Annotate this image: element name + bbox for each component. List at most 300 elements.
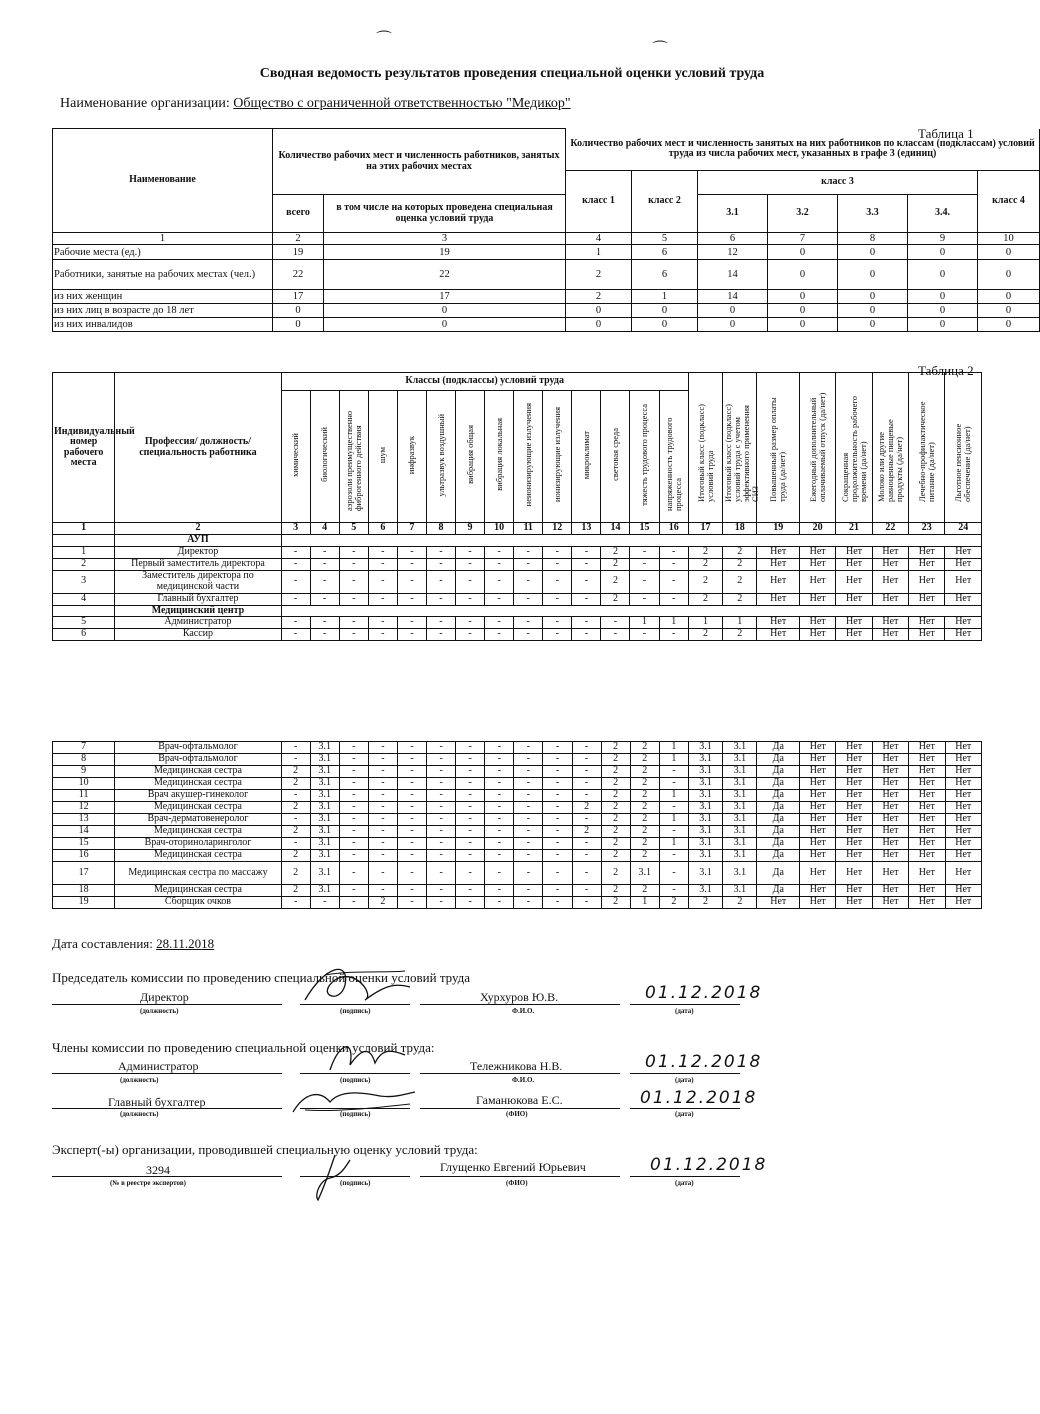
- t2-row: [53, 802, 982, 814]
- t2-cell: -: [281, 558, 310, 570]
- t2-cell: -: [456, 790, 485, 802]
- t2-cell: -: [659, 850, 688, 862]
- t2-cell: -: [514, 766, 543, 778]
- t2-cell: -: [310, 558, 339, 570]
- t2-cell: -: [368, 850, 397, 862]
- t2-cell: -: [630, 558, 659, 570]
- t2-cell: 2: [630, 826, 659, 838]
- t2-cell: Да: [757, 885, 800, 897]
- t2-cell: -: [368, 778, 397, 790]
- t2-cell: -: [543, 802, 572, 814]
- cap-fio-3: (ФИО): [506, 1110, 528, 1118]
- t1-cell: 0: [324, 304, 566, 318]
- t2-cell: -: [427, 850, 456, 862]
- t2-row-profession: Врач акушер-гинеколог: [115, 790, 281, 802]
- t2-cell: -: [514, 862, 543, 885]
- t2-header-factor: [601, 391, 630, 523]
- chair-signature-icon: [295, 955, 415, 1015]
- expert-fio: Глущенко Евгений Юрьевич: [440, 1160, 586, 1174]
- t2-header-extra: [688, 373, 722, 523]
- t2-row: [53, 897, 982, 909]
- t2-colnum: 4: [310, 523, 339, 535]
- t2-cell: Нет: [836, 766, 872, 778]
- t2-header-factor: [397, 391, 426, 523]
- t2-cell: 1: [659, 814, 688, 826]
- t2-cell: Нет: [945, 629, 982, 641]
- t2-cell: 3.1: [723, 754, 757, 766]
- t2-cell: Да: [757, 778, 800, 790]
- t2-header-extra-label: Итоговый класс (подкласс) условий труда: [695, 403, 715, 502]
- t2-cell: -: [456, 570, 485, 593]
- t2-row-num: 17: [53, 862, 115, 885]
- t1-cell: 0: [838, 245, 908, 260]
- t2-row-profession: Медицинская сестра: [115, 850, 281, 862]
- t2-cell: Да: [757, 838, 800, 850]
- cap-date-1: (дата): [675, 1007, 694, 1015]
- t2-cell: -: [310, 546, 339, 558]
- cap-sign-1: (подпись): [340, 1007, 371, 1015]
- t2-cell: Нет: [836, 546, 872, 558]
- t2-cell: -: [514, 546, 543, 558]
- scan-mark-left: ⌒: [376, 31, 393, 48]
- t2-header-factor-label: шум: [377, 446, 388, 463]
- t2-cell: Нет: [909, 826, 945, 838]
- cap-sign-3: (подпись): [340, 1110, 371, 1118]
- t2-cell: -: [572, 838, 601, 850]
- t2-cell: -: [456, 742, 485, 754]
- t2-cell: -: [572, 546, 601, 558]
- t2-cell: -: [514, 826, 543, 838]
- t2-header-factor-label: ионизирующие излучения: [551, 407, 562, 503]
- t2-cell: 2: [281, 766, 310, 778]
- t1-cell: 0: [273, 304, 324, 318]
- t2-cell: Нет: [945, 593, 982, 605]
- t2-cell: 3.1: [688, 766, 722, 778]
- t2-cell: -: [397, 850, 426, 862]
- t2-cell: -: [397, 885, 426, 897]
- t1-cell: 19: [273, 245, 324, 260]
- t2-cell: Нет: [945, 546, 982, 558]
- t1-cell: 2: [566, 290, 632, 304]
- cap-date-2: (дата): [675, 1076, 694, 1084]
- t2-cell: -: [543, 617, 572, 629]
- t2-cell: -: [630, 593, 659, 605]
- t2-cell: Нет: [836, 742, 872, 754]
- t2-cell: Нет: [836, 838, 872, 850]
- t1-cell: 22: [324, 260, 566, 290]
- t2-row-num: 3: [53, 570, 115, 593]
- t1-cell: 0: [698, 318, 768, 332]
- t1-cell: 0: [768, 318, 838, 332]
- t2-header-extra: [799, 373, 835, 523]
- t1-cell: 0: [324, 318, 566, 332]
- t2-cell: -: [310, 593, 339, 605]
- t2-cell: 3.1: [310, 838, 339, 850]
- t2-cell: Нет: [909, 742, 945, 754]
- t2-cell: -: [397, 814, 426, 826]
- t2-cell: -: [397, 826, 426, 838]
- t2-colnum: 12: [543, 523, 572, 535]
- date-label: Дата составления:: [52, 936, 153, 951]
- t2-row: [53, 742, 982, 754]
- t2-row-num: 9: [53, 766, 115, 778]
- t2-cell: -: [514, 838, 543, 850]
- t2-cell: -: [339, 897, 368, 909]
- t2-cell: 2: [368, 897, 397, 909]
- t2-row-num: 5: [53, 617, 115, 629]
- t2-cell: Нет: [800, 814, 836, 826]
- t1-row-name: Рабочие места (ед.): [53, 245, 273, 260]
- t1-cell: 0: [566, 304, 632, 318]
- t2-cell: -: [543, 558, 572, 570]
- t1-row: [53, 304, 1040, 318]
- t2-cell: -: [456, 862, 485, 885]
- t2-header-factor: [514, 391, 543, 523]
- t1-cell: 0: [768, 290, 838, 304]
- member1-date: 01.12.2018: [645, 1052, 763, 1072]
- t2-cell: -: [427, 766, 456, 778]
- t2-cell: -: [543, 850, 572, 862]
- t2-cell: -: [456, 885, 485, 897]
- t2-cell: Нет: [836, 862, 872, 885]
- t1-colnum: 8: [838, 233, 908, 245]
- t2-cell: 2: [630, 742, 659, 754]
- t2-row-num: 19: [53, 897, 115, 909]
- t2-cell: Да: [757, 742, 800, 754]
- t2-cell: -: [456, 617, 485, 629]
- t2-cell: -: [368, 838, 397, 850]
- t2-cell: 2: [630, 766, 659, 778]
- t2-cell: -: [339, 802, 368, 814]
- t1-header-3-1: 3.1: [698, 195, 768, 233]
- t2-cell: 3.1: [723, 766, 757, 778]
- t2-cell: -: [456, 593, 485, 605]
- member1-signature-icon: [320, 1035, 410, 1080]
- t2-cell: 2: [601, 754, 630, 766]
- t2-cell: Нет: [800, 742, 836, 754]
- t2-cell: Нет: [800, 778, 836, 790]
- expert-label: Эксперт(-ы) организации, проводившей специальную оценку условий труда:: [52, 1142, 478, 1157]
- t2-cell: -: [397, 802, 426, 814]
- t2-cell: Нет: [799, 593, 835, 605]
- t2-cell: -: [456, 826, 485, 838]
- t2-row: [53, 778, 982, 790]
- t2-cell: -: [572, 850, 601, 862]
- t2-cell: -: [456, 802, 485, 814]
- t2-cell: Нет: [909, 790, 945, 802]
- t2-colnum: 24: [945, 523, 982, 535]
- t2-cell: -: [281, 546, 310, 558]
- t2-cell: -: [485, 802, 514, 814]
- t2-cell: -: [514, 754, 543, 766]
- t2-cell: -: [281, 790, 310, 802]
- t1-header-count: Количество рабочих мест и численность работников, занятых на этих рабочих местах: [273, 129, 566, 195]
- t2-cell: -: [543, 814, 572, 826]
- member2-signature-icon: [285, 1082, 420, 1122]
- t1-header-classes: Количество рабочих мест и численность занятых на них работников по классам (подклассам) условий труда из числа рабочих мест, указанных в графе 3 (единиц): [566, 129, 1040, 171]
- t2-cell: -: [397, 766, 426, 778]
- member1-fio: Тележникова Н.В.: [470, 1059, 563, 1073]
- t2-cell: 2: [572, 826, 601, 838]
- t2-cell: 3.1: [310, 790, 339, 802]
- t2-row: [53, 862, 982, 885]
- t2-cell: -: [368, 558, 397, 570]
- t2-cell: -: [601, 629, 630, 641]
- t2-cell: Нет: [872, 838, 908, 850]
- t2-row: [53, 617, 982, 629]
- t2-colnum: 9: [456, 523, 485, 535]
- t2-cell: Нет: [872, 802, 908, 814]
- t2-cell: 2: [688, 629, 722, 641]
- t2-cell: Нет: [872, 814, 908, 826]
- t1-colnum: 9: [908, 233, 978, 245]
- t2-cell: -: [339, 593, 368, 605]
- t2-cell: Да: [757, 862, 800, 885]
- t2-cell: 2: [659, 897, 688, 909]
- t2-cell: -: [630, 546, 659, 558]
- t2-cell: Нет: [945, 814, 982, 826]
- t2-cell: -: [456, 778, 485, 790]
- t2-cell: -: [368, 593, 397, 605]
- t2-cell: -: [543, 790, 572, 802]
- t2-cell: -: [543, 593, 572, 605]
- t2-cell: Нет: [909, 593, 945, 605]
- t2-cell: Нет: [757, 629, 800, 641]
- chair-label: Председатель комиссии по проведению специальной оценки условий труда: [52, 970, 471, 985]
- t2-cell: 1: [630, 617, 659, 629]
- t2-cell: -: [572, 754, 601, 766]
- t2-header-factor-label: ультразвук воздушный: [435, 413, 446, 496]
- t2-cell: 3.1: [630, 862, 659, 885]
- t2-cell: Нет: [872, 593, 908, 605]
- t1-row: [53, 290, 1040, 304]
- t2-cell: Нет: [799, 617, 835, 629]
- t2-cell: -: [659, 629, 688, 641]
- t2-cell: 2: [688, 570, 722, 593]
- t2-row-num: 12: [53, 802, 115, 814]
- t2-cell: Нет: [872, 790, 908, 802]
- t2-cell: 2: [281, 862, 310, 885]
- t2-cell: Нет: [909, 546, 945, 558]
- t2-header-factor: [426, 391, 455, 523]
- t2-cell: -: [368, 802, 397, 814]
- t2-cell: Нет: [909, 778, 945, 790]
- t2-cell: 3.1: [688, 814, 722, 826]
- t2-cell: -: [514, 814, 543, 826]
- t2-header-extra-label: Ежегодный дополнительный оплачиваемый отпуск (да/нет): [807, 392, 827, 502]
- t2-cell: -: [397, 838, 426, 850]
- t2-cell: -: [397, 570, 426, 593]
- t2-row-num: 10: [53, 778, 115, 790]
- t2-cell: Нет: [836, 629, 872, 641]
- t2-cell: -: [368, 754, 397, 766]
- cap-registry: (№ в реестре экспертов): [110, 1179, 186, 1187]
- t2-header-factor-label: вибрация локальная: [493, 418, 504, 492]
- t2-header-classes: Классы (подклассы) условий труда: [281, 373, 688, 391]
- t2-cell: -: [426, 558, 455, 570]
- t1-colnum: 1: [53, 233, 273, 245]
- members-label: Члены комиссии по проведению специальной оценки условий труда:: [52, 1040, 435, 1055]
- t2-cell: -: [514, 570, 543, 593]
- t1-cell: 14: [698, 290, 768, 304]
- t2-row: [53, 838, 982, 850]
- t2-cell: 2: [601, 814, 630, 826]
- t2-cell: -: [543, 546, 572, 558]
- t2-cell: Нет: [945, 897, 982, 909]
- t2-cell: 3.1: [688, 826, 722, 838]
- t2-cell: 1: [659, 754, 688, 766]
- t2-cell: Нет: [909, 850, 945, 862]
- t2-cell: Да: [757, 814, 800, 826]
- t2-row: [53, 546, 982, 558]
- t2-cell: Нет: [945, 885, 982, 897]
- t2-header-extra-label: Молоко или другие равноценные пищевые продукты (да/нет): [876, 418, 904, 502]
- t2-cell: 2: [601, 802, 630, 814]
- t2-cell: -: [572, 790, 601, 802]
- expert-date: 01.12.2018: [650, 1155, 768, 1175]
- t2-row-num: 1: [53, 546, 115, 558]
- t2-cell: -: [514, 742, 543, 754]
- t2-cell: -: [543, 897, 572, 909]
- t2-cell: -: [456, 766, 485, 778]
- t2-cell: -: [339, 742, 368, 754]
- t1-cell: 0: [978, 260, 1040, 290]
- t2-cell: Нет: [872, 754, 908, 766]
- table1-caption: Таблица 1: [918, 126, 974, 141]
- t2-cell: -: [426, 617, 455, 629]
- t1-cell: 0: [978, 245, 1040, 260]
- t2-cell: -: [456, 558, 485, 570]
- t2-cell: -: [339, 546, 368, 558]
- t2-cell: -: [281, 742, 310, 754]
- t2-cell: 2: [281, 802, 310, 814]
- t2-header-prof: Профессия/ должность/ специальность работника: [115, 373, 281, 523]
- t2-cell: Нет: [945, 754, 982, 766]
- t2-cell: Да: [757, 850, 800, 862]
- t2-row: [53, 850, 982, 862]
- t2-cell: -: [427, 778, 456, 790]
- t2-colnum: 15: [630, 523, 659, 535]
- t2-row-profession: Сборщик очков: [115, 897, 281, 909]
- t2-cell: -: [397, 742, 426, 754]
- t2-cell: -: [397, 778, 426, 790]
- t2-header-factor: [368, 391, 397, 523]
- t1-cell: 17: [324, 290, 566, 304]
- t2-cell: -: [426, 629, 455, 641]
- date-line: [52, 936, 214, 952]
- t2-header-factor-label: напряженность трудового процесса: [663, 417, 683, 511]
- t1-colnum: 2: [273, 233, 324, 245]
- t2-cell: -: [456, 838, 485, 850]
- t2-row-num: 8: [53, 754, 115, 766]
- t2-cell: 2: [630, 885, 659, 897]
- t2-cell: 2: [601, 766, 630, 778]
- scan-mark-right: ⌒: [652, 41, 669, 58]
- t2-cell: -: [485, 766, 514, 778]
- t2-cell: 2: [723, 897, 757, 909]
- t2-cell: -: [456, 897, 485, 909]
- t2-cell: -: [572, 558, 601, 570]
- t2-cell: -: [485, 754, 514, 766]
- t2-cell: 3.1: [310, 862, 339, 885]
- member2-date: 01.12.2018: [640, 1088, 758, 1108]
- t2-cell: Нет: [836, 802, 872, 814]
- t2-cell: 3.1: [723, 826, 757, 838]
- t2-header-extra: [872, 373, 908, 523]
- t2-cell: -: [397, 754, 426, 766]
- t2-cell: Нет: [872, 570, 908, 593]
- t2-cell: -: [368, 862, 397, 885]
- t2-row-profession: Директор: [115, 546, 281, 558]
- t2-cell: Нет: [909, 570, 945, 593]
- section-medical-center: Медицинский центр: [115, 605, 281, 617]
- t2-row: [53, 570, 982, 593]
- t2-cell: -: [368, 617, 397, 629]
- cap-fio-1: Ф.И.О.: [512, 1007, 535, 1015]
- t2-cell: 2: [601, 546, 630, 558]
- t2-cell: Нет: [836, 593, 872, 605]
- t2-header-extra-label: Повышенный размер оплаты труда (да/нет): [768, 397, 788, 502]
- t2-cell: Нет: [800, 754, 836, 766]
- t2-cell: Нет: [800, 862, 836, 885]
- workplaces-table-continued: [52, 741, 982, 909]
- t2-cell: Нет: [909, 629, 945, 641]
- t2-cell: -: [543, 766, 572, 778]
- t2-row-profession: Медицинская сестра по массажу: [115, 862, 281, 885]
- t2-cell: Нет: [800, 826, 836, 838]
- t2-cell: -: [310, 629, 339, 641]
- t2-cell: 2: [723, 558, 757, 570]
- t2-cell: -: [543, 754, 572, 766]
- t1-row: [53, 245, 1040, 260]
- t2-cell: -: [397, 558, 426, 570]
- t2-cell: -: [427, 742, 456, 754]
- t2-colnum: 6: [368, 523, 397, 535]
- t2-header-factor: [572, 391, 601, 523]
- t1-cell: 0: [838, 304, 908, 318]
- t2-header-factor-label: световая среда: [609, 428, 620, 482]
- t2-cell: -: [543, 742, 572, 754]
- t2-cell: 2: [601, 838, 630, 850]
- t2-row-profession: Врач-оториноларинголог: [115, 838, 281, 850]
- t2-cell: -: [397, 897, 426, 909]
- t2-cell: Нет: [909, 885, 945, 897]
- t1-colnum: 6: [698, 233, 768, 245]
- t2-cell: 3.1: [723, 850, 757, 862]
- t2-header-factor-label: неионизирующие излучения: [522, 403, 533, 507]
- t2-header-factor-label: аэрозоли преимущественно фиброгенного действия: [343, 410, 363, 511]
- t1-colnum: 3: [324, 233, 566, 245]
- t2-cell: -: [485, 558, 514, 570]
- t2-header-extra: [836, 373, 872, 523]
- t2-cell: 3.1: [310, 885, 339, 897]
- t2-row-profession: Медицинская сестра: [115, 778, 281, 790]
- t2-cell: 2: [281, 826, 310, 838]
- t2-cell: -: [572, 742, 601, 754]
- t2-header-extra-label: Лечебно-профилактическое питание (да/нет): [916, 401, 936, 502]
- t2-cell: 2: [723, 570, 757, 593]
- t2-cell: 2: [281, 778, 310, 790]
- t2-cell: -: [572, 778, 601, 790]
- t2-cell: -: [281, 838, 310, 850]
- t2-header-factor: [339, 391, 368, 523]
- t2-cell: -: [281, 617, 310, 629]
- t2-cell: -: [281, 570, 310, 593]
- t2-cell: Нет: [945, 742, 982, 754]
- t1-cell: 0: [978, 318, 1040, 332]
- t2-cell: -: [485, 790, 514, 802]
- t2-cell: 2: [723, 593, 757, 605]
